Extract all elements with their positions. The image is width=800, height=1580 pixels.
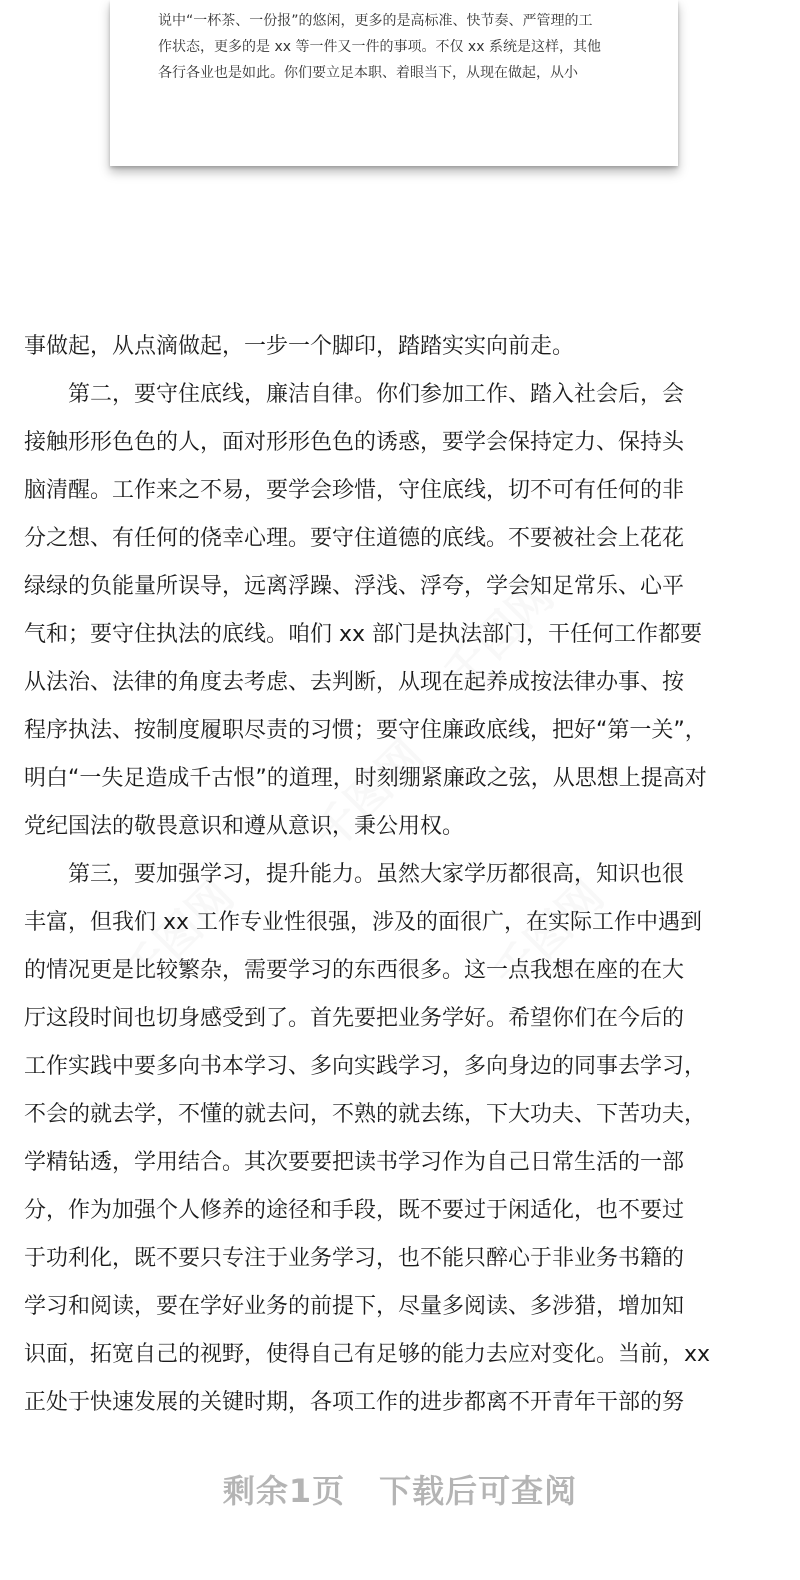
watermark-logo: 千图网 <box>484 870 614 1000</box>
document-body <box>24 323 776 1427</box>
preview-page-text <box>158 8 648 86</box>
document-line: 第二，要守住底线，廉洁自律。你们参加工作、踏入社会后，会 <box>24 382 685 407</box>
preview-line: 说中“一杯茶、一份报”的悠闲，更多的是高标准、快节奏、严管理的工 <box>158 13 593 29</box>
download-to-view-text: 下载后可查阅 <box>379 1472 578 1510</box>
preview-line: 各行各业也是如此。你们要立足本职、着眼当下，从现在做起，从小 <box>158 65 578 81</box>
remaining-pages-text: 剩余1页 <box>222 1472 346 1510</box>
document-line: 学习和阅读，要在学好业务的前提下，尽量多阅读、多涉猎，增加知 <box>24 1294 685 1319</box>
document-line: 分，作为加强个人修养的途径和手段，既不要过于闲适化，也不要过 <box>24 1198 685 1223</box>
document-line: 丰富，但我们 xx 工作专业性很强，涉及的面很广，在实际工作中遇到 <box>24 910 703 935</box>
document-line: 分之想、有任何的侥幸心理。要守住道德的底线。不要被社会上花花 <box>24 526 685 551</box>
preview-line: 作状态，更多的是 xx 等一件又一件的事项。不仅 xx 系统是这样，其他 <box>158 39 601 55</box>
document-line: 于功利化，既不要只专注于业务学习，也不能只醉心于非业务书籍的 <box>24 1246 685 1271</box>
document-line: 气和；要守住执法的底线。咱们 xx 部门是执法部门，干任何工作都要 <box>24 622 703 647</box>
document-line: 党纪国法的敬畏意识和遵从意识，秉公用权。 <box>24 814 465 839</box>
download-prompt-banner[interactable] <box>0 1466 800 1512</box>
document-line: 明白“一失足造成千古恨”的道理，时刻绷紧廉政之弦，从思想上提高对 <box>24 766 707 791</box>
document-line: 从法治、法律的角度去考虑、去判断，从现在起养成按法律办事、按 <box>24 670 685 695</box>
watermark-logo: 千图网 <box>434 570 564 700</box>
document-line: 事做起，从点滴做起，一步一个脚印，踏踏实实向前走。 <box>24 334 575 359</box>
document-line: 第三，要加强学习，提升能力。虽然大家学历都很高，知识也很 <box>24 862 685 887</box>
document-line: 厅这段时间也切身感受到了。首先要把业务学好。希望你们在今后的 <box>24 1006 685 1031</box>
document-line: 不会的就去学，不懂的就去问，不熟的就去练，下大功夫、下苦功夫， <box>24 1102 707 1127</box>
document-line: 学精钻透，学用结合。其次要要把读书学习作为自己日常生活的一部 <box>24 1150 685 1175</box>
watermark-logo: 千图网 <box>304 730 434 860</box>
document-line: 程序执法、按制度履职尽责的习惯；要守住廉政底线，把好“第一关”， <box>24 718 707 743</box>
document-line: 绿绿的负能量所误导，远离浮躁、浮浅、浮夸，学会知足常乐、心平 <box>24 574 685 599</box>
document-line: 识面，拓宽自己的视野，使得自己有足够的能力去应对变化。当前，xx <box>24 1342 711 1367</box>
document-line: 脑清醒。工作来之不易，要学会珍惜，守住底线，切不可有任何的非 <box>24 478 685 503</box>
document-line: 的情况更是比较繁杂，需要学习的东西很多。这一点我想在座的在大 <box>24 958 685 983</box>
preview-page-card <box>110 0 678 166</box>
document-line: 正处于快速发展的关键时期，各项工作的进步都离不开青年干部的努 <box>24 1390 685 1415</box>
watermark-logo: 千图网 <box>114 870 244 1000</box>
document-line: 工作实践中要多向书本学习、多向实践学习，多向身边的同事去学习， <box>24 1054 707 1079</box>
document-line: 接触形形色色的人，面对形形色色的诱惑，要学会保持定力、保持头 <box>24 430 685 455</box>
